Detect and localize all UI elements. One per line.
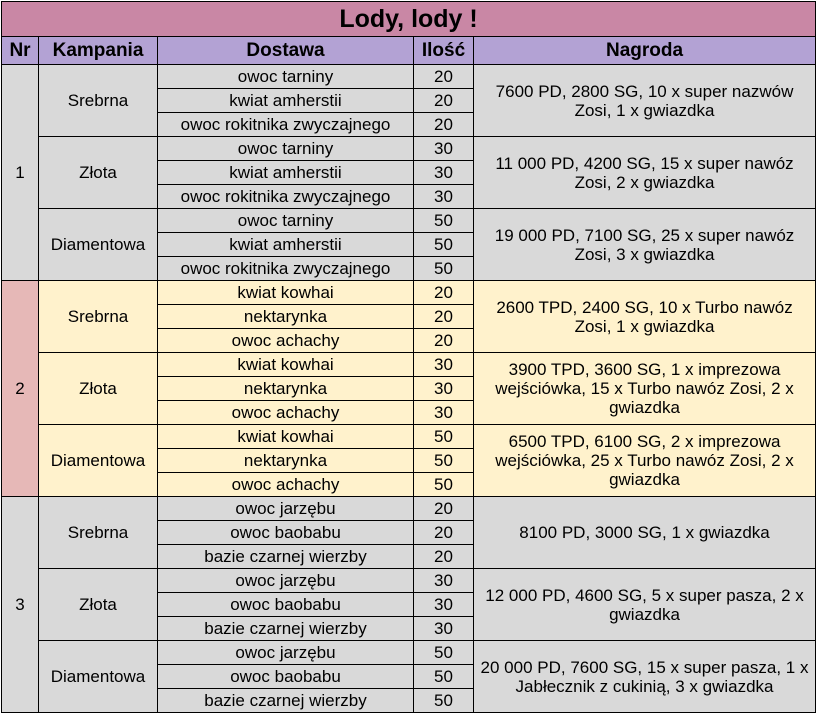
table-row (2, 497, 816, 521)
table-title: Lody, lody ! (2, 2, 816, 37)
delivery-qty: 30 (414, 137, 474, 161)
delivery-item: kwiat amherstii (158, 233, 414, 257)
delivery-item: owoc achachy (158, 473, 414, 497)
delivery-qty: 20 (414, 329, 474, 353)
delivery-item: owoc achachy (158, 329, 414, 353)
delivery-qty: 50 (414, 641, 474, 665)
delivery-item: owoc jarzębu (158, 641, 414, 665)
header-kampania: Kampania (39, 37, 158, 65)
table-row (2, 641, 816, 665)
delivery-item: kwiat kowhai (158, 425, 414, 449)
delivery-item: owoc tarniny (158, 209, 414, 233)
delivery-item: nektarynka (158, 377, 414, 401)
campaign-name: Diamentowa (39, 425, 158, 497)
campaign-reward: 11 000 PD, 4200 SG, 15 x super nawóz Zosi, 2 x gwiazdka (474, 137, 816, 209)
delivery-qty: 30 (414, 185, 474, 209)
delivery-qty: 50 (414, 665, 474, 689)
group-number: 3 (2, 497, 39, 713)
group-number: 1 (2, 65, 39, 281)
campaign-reward: 6500 TPD, 6100 SG, 2 x imprezowa wejściówka, 25 x Turbo nawóz Zosi, 2 x gwiazdka (474, 425, 816, 497)
delivery-item: nektarynka (158, 305, 414, 329)
table-row (2, 209, 816, 233)
table-row (2, 65, 816, 89)
campaign-reward: 20 000 PD, 7600 SG, 15 x super pasza, 1 x Jabłecznik z cukinią, 3 x gwiazdka (474, 641, 816, 713)
campaign-reward: 3900 TPD, 3600 SG, 1 x imprezowa wejściówka, 15 x Turbo nawóz Zosi, 2 x gwiazdka (474, 353, 816, 425)
delivery-qty: 50 (414, 209, 474, 233)
delivery-qty: 20 (414, 89, 474, 113)
delivery-qty: 50 (414, 449, 474, 473)
campaign-name: Srebrna (39, 497, 158, 569)
delivery-item: kwiat amherstii (158, 161, 414, 185)
delivery-item: owoc tarniny (158, 65, 414, 89)
header-nr: Nr (2, 37, 39, 65)
header-ilosc: Ilość (414, 37, 474, 65)
delivery-item: owoc rokitnika zwyczajnego (158, 257, 414, 281)
table-row (2, 137, 816, 161)
table-row (2, 569, 816, 593)
delivery-item: bazie czarnej wierzby (158, 617, 414, 641)
delivery-item: owoc tarniny (158, 137, 414, 161)
rewards-table (1, 1, 816, 713)
delivery-qty: 30 (414, 353, 474, 377)
delivery-qty: 50 (414, 233, 474, 257)
campaign-reward: 8100 PD, 3000 SG, 1 x gwiazdka (474, 497, 816, 569)
delivery-qty: 50 (414, 473, 474, 497)
delivery-item: owoc rokitnika zwyczajnego (158, 113, 414, 137)
table-row (2, 281, 816, 305)
campaign-reward: 12 000 PD, 4600 SG, 5 x super pasza, 2 x gwiazdka (474, 569, 816, 641)
campaign-reward: 7600 PD, 2800 SG, 10 x super nazwów Zosi, 1 x gwiazdka (474, 65, 816, 137)
campaign-name: Złota (39, 137, 158, 209)
delivery-item: bazie czarnej wierzby (158, 689, 414, 713)
delivery-qty: 50 (414, 425, 474, 449)
delivery-qty: 20 (414, 113, 474, 137)
delivery-qty: 20 (414, 497, 474, 521)
delivery-item: owoc rokitnika zwyczajnego (158, 185, 414, 209)
delivery-item: owoc achachy (158, 401, 414, 425)
header-nagroda: Nagroda (474, 37, 816, 65)
table-row (2, 425, 816, 449)
delivery-item: owoc baobabu (158, 665, 414, 689)
delivery-item: owoc baobabu (158, 593, 414, 617)
campaign-reward: 19 000 PD, 7100 SG, 25 x super nawóz Zosi, 3 x gwiazdka (474, 209, 816, 281)
campaign-reward: 2600 TPD, 2400 SG, 10 x Turbo nawóz Zosi, 1 x gwiazdka (474, 281, 816, 353)
delivery-qty: 30 (414, 377, 474, 401)
campaign-name: Złota (39, 569, 158, 641)
delivery-qty: 20 (414, 281, 474, 305)
group-number: 2 (2, 281, 39, 497)
delivery-item: owoc jarzębu (158, 497, 414, 521)
delivery-qty: 20 (414, 545, 474, 569)
delivery-qty: 20 (414, 521, 474, 545)
campaign-name: Srebrna (39, 281, 158, 353)
campaign-name: Złota (39, 353, 158, 425)
delivery-item: kwiat kowhai (158, 281, 414, 305)
delivery-qty: 20 (414, 305, 474, 329)
delivery-qty: 30 (414, 617, 474, 641)
delivery-qty: 20 (414, 65, 474, 89)
delivery-item: owoc jarzębu (158, 569, 414, 593)
delivery-qty: 30 (414, 593, 474, 617)
delivery-item: bazie czarnej wierzby (158, 545, 414, 569)
delivery-qty: 50 (414, 257, 474, 281)
delivery-qty: 50 (414, 689, 474, 713)
delivery-qty: 30 (414, 161, 474, 185)
delivery-item: kwiat amherstii (158, 89, 414, 113)
campaign-name: Diamentowa (39, 209, 158, 281)
delivery-item: nektarynka (158, 449, 414, 473)
delivery-qty: 30 (414, 401, 474, 425)
campaign-name: Srebrna (39, 65, 158, 137)
table-row (2, 353, 816, 377)
delivery-item: kwiat kowhai (158, 353, 414, 377)
header-dostawa: Dostawa (158, 37, 414, 65)
delivery-qty: 30 (414, 569, 474, 593)
campaign-name: Diamentowa (39, 641, 158, 713)
delivery-item: owoc baobabu (158, 521, 414, 545)
